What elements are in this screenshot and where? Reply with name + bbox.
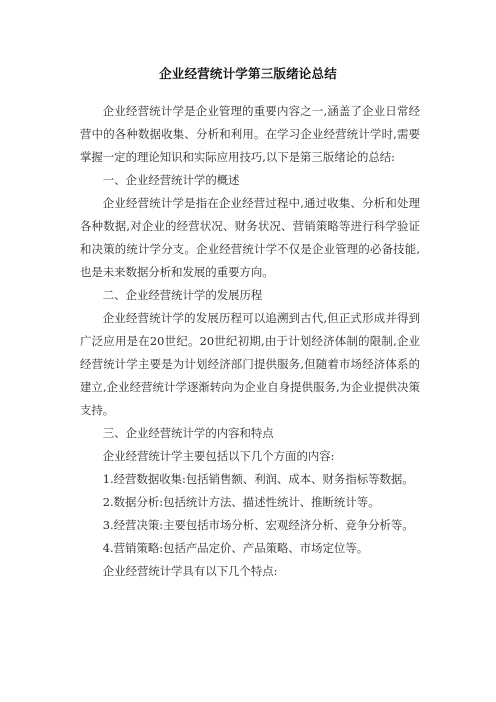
paragraph-features-intro: 企业经营统计学具有以下几个特点: [102, 564, 278, 578]
section-heading-history: 二、企业经营统计学的发展历程 [102, 288, 263, 302]
section-heading-content: 三、企业经营统计学的内容和特点 [102, 426, 274, 440]
document-title: 企业经营统计学第三版绪论总结 [159, 66, 337, 81]
paragraph-intro: 企业经营统计学是企业管理的重要内容之一,涵盖了企业日常经营中的各种数据收集、分析和利用。在学习企业经营统计学时,需要掌握一定的理论知识和实际应用技巧,以下是第三版绪论的总结: [80, 104, 420, 164]
document-body [80, 100, 420, 583]
section-heading-overview: 一、企业经营统计学的概述 [102, 173, 240, 187]
list-item-business-decision: 3.经营决策:主要包括市场分析、宏观经济分析、竞争分析等。 [102, 518, 414, 532]
list-item-marketing-strategy: 4.营销策略:包括产品定价、产品策略、市场定位等。 [102, 541, 369, 555]
list-item-data-analysis: 2.数据分析:包括统计方法、描述性统计、推断统计等。 [102, 495, 380, 509]
paragraph-overview: 企业经营统计学是指在企业经营过程中,通过收集、分析和处理各种数据,对企业的经营状况、财务状况、营销策略等进行科学验证和决策的统计学分支。企业经营统计学不仅是企业管理的必备技能,也是未来数据分析和发展的重要方向。 [80, 196, 420, 279]
paragraph-content-intro: 企业经营统计学主要包括以下几个方面的内容: [102, 449, 335, 463]
list-item-data-collection: 1.经营数据收集:包括销售额、利润、成本、财务指标等数据。 [102, 472, 414, 486]
paragraph-history: 企业经营统计学的发展历程可以追溯到古代,但正式形成并得到广泛应用是在20世纪。20世纪初期,由于计划经济体制的限制,企业经营统计学主要是为计划经济部门提供服务,但随着市场经济体系的建立,企业经营统计学逐渐转向为企业自身提供服务,为企业提供决策支持。 [80, 311, 420, 417]
